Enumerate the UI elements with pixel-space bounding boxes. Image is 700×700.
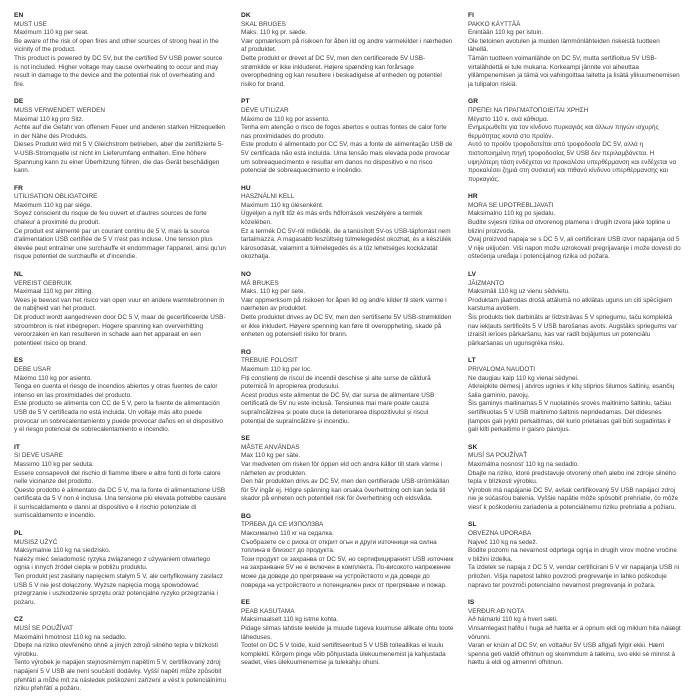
- section-title: MUSÍ SA POUŽÍVAŤ: [468, 452, 528, 460]
- section-title: VEREIST GEBRUIK: [14, 279, 72, 287]
- paragraph: Ce produit est alimenté par un courant continu de 5 V, mais la source d'alimentation USB certifiée de 5 V n'est pas incluse. Une tension plus élevée peut entraîner une surchauffe et endommager l'appareil, ainsi qu'un risque potentiel de surchauffe et d'incendie.: [14, 227, 226, 261]
- paragraph: Največ 110 kg na sedež.: [468, 538, 538, 546]
- section-title: ТРЯБВА ДА СЕ ИЗПОЛЗВА: [241, 521, 324, 529]
- section-title: ΠΡΕΠΕΙ ΝΑ ΠΡΑΓΜΑΤΟΠΟΙΕΙΤΑΙ ΧΡΗΣΗ: [468, 106, 589, 114]
- paragraph: Ovaj proizvod napaja se s DC 5 V, ali certificirani USB izvor napajanja od 5 V nije uključen. Viši napon može uzrokovati pregrijavanje i može dovesti do oštećenja uređaja i potencijalnog rizika od požara.: [468, 236, 681, 261]
- paragraph: Massimo 110 kg per seduta.: [14, 460, 94, 468]
- paragraph: Maks. 110 kg per sete.: [241, 288, 306, 296]
- paragraph: Výrobok má napájanie DC 5V, avšak certifikovaný 5V USB napájací zdroj nie je súčasťou balenia. Vyššie napätie môže spôsobiť prehriatie, čo môže viesť k poškodeniu zariadenia a potenciálnemu riziku prehriatia a požiaru.: [468, 486, 679, 511]
- language-code: EN: [14, 12, 24, 19]
- paragraph: Be aware of the risk of open fires and other sources of strong heat in the vicinity of the product.: [14, 37, 219, 54]
- language-section: [14, 444, 227, 521]
- paragraph: Maksimalno 110 kg po sjedalu.: [468, 210, 556, 218]
- language-section: [14, 98, 227, 175]
- paragraph: Bodite pozorni na nevarnost odprtega ognja in drugih virov močne vročine v bližini izdelka.: [468, 547, 677, 563]
- paragraph: Maksimaalselt 110 kg istme kohta.: [241, 616, 339, 624]
- language-section: [468, 521, 681, 590]
- language-section: [14, 530, 227, 607]
- paragraph: Var medveten om risken för öppen eld och andra källor till stark värme i närheten av produkten.: [241, 460, 443, 477]
- paragraph: Maximum 110 kg par siège.: [14, 201, 93, 209]
- language-code: LT: [468, 357, 476, 365]
- language-code: LV: [468, 271, 477, 279]
- language-section: [241, 271, 454, 340]
- paragraph: Maks. 110 kg pr. sæde.: [241, 29, 307, 37]
- paragraph: Dette produkt er drevet af DC 5V, men den certificerede 5V USB-strømkilde er ikke inkluderet. Højere spænding kan forårsage overophedning og kan resultere i beskadigelse af enheden og potentiel risiko for brand.: [241, 54, 442, 88]
- paragraph: Máximo 110 kg por asiento.: [14, 374, 93, 382]
- section-title: DEVE UTILIZAR: [241, 106, 289, 114]
- paragraph: Ta izdelek se napaja z DC 5 V, vendar certificirani 5 V vir napajanja USB ni priložen. Višja napetost lahko povzroči pregrevanje in lahko poškoduje napravo ter povzroči potencialno nevarnost pregrevanja in požara.: [468, 564, 680, 589]
- paragraph: Należy mieć świadomość ryzyka związanego z używaniem otwartego ognia i innych źródeł ciepła w pobliżu produktu.: [14, 555, 211, 572]
- section-title: MUST USE: [14, 20, 47, 28]
- paragraph: Max 110 kg per säte.: [241, 452, 301, 460]
- section-title: TREBUIE FOLOSIT: [241, 357, 298, 365]
- paragraph: Pidage silmas lahtiste leekide ja muude tugeva kuumuse allikate ohtu toote läheduses.: [241, 625, 454, 641]
- language-section: [241, 185, 454, 262]
- section-title: JĀIZMANTO: [468, 279, 505, 287]
- language-code: SL: [468, 521, 477, 529]
- paragraph: Achte auf die Gefahr von offenem Feuer und anderen starken Hitzequellen in der Nähe des Produkts.: [14, 124, 226, 140]
- language-code: BG: [241, 512, 252, 520]
- paragraph: Este produto é alimentado por CC 5V, mas a fonte de alimentação USB de 5V certificada não está incluída. Uma tensão mais elevada pode provocar um sobreaquecimento e resultar em danos no dispositivo e no risco potencial de sobreaquecimento e incêndio.: [241, 141, 453, 175]
- language-section: [468, 444, 681, 513]
- paragraph: Tenha em atenção o risco de fogos abertos e outras fontes de calor forte nas proximidades do produto.: [241, 124, 447, 140]
- paragraph: Vær oppmerksom på risikoen for åpen ild og andre kilder til sterk varme i nærheten av produktet.: [241, 296, 447, 313]
- paragraph: Šis produkts tiek darbināts ar līdzstrāvas 5 V spriegumu, taču komplektā nav iekļauts sertificēts 5 V USB barošanas avots. Augstāks spriegums var izraisīt ierīces pārkaršanu, kas var radīt bojājumus un potenciālu pārkaršanas un ugunsgrēka risku.: [468, 314, 677, 347]
- paragraph: Maximum 110 kg per seat.: [14, 29, 89, 37]
- paragraph: Varan er knúin af DC 5V, en vottaður 5V USB aflgjafi fylgir ekki. Hærri spenna geti valdið ofhitnun og skemmdum á tækinu, svo ekki sé minnst á hættu á eldi og almennri ofhitnun.: [468, 642, 676, 667]
- language-code: PT: [241, 98, 250, 106]
- paragraph: Acest produs este alimentat de DC 5V, dar sursa de alimentare USB certificată de 5V nu este inclusă. Tensiunea mai mare poate cauza supraîncălzirea și poate duce la deteriorarea dispozitivului și riscul potențial de supraîncălzire și incendiu.: [241, 391, 435, 425]
- paragraph: Atkreipkite dėmesį į atviros ugnies ir kitų stiprios šilumos šaltinių, esančių šalia gaminio, pavojų.: [468, 383, 675, 399]
- paragraph: Este producto se alimenta con CC de 5 V, pero la fuente de alimentación USB de 5 V certificada no está incluida. Un voltaje más alto puede provocar un sobrecalentamiento y puede provocar daños en el dispositivo y el riesgo potencial de sobrecalentamiento e incendio.: [14, 400, 223, 434]
- paragraph: Budite svjesni rizika od otvorenog plamena i drugih izvora jake topline u blizini proizvoda.: [468, 219, 671, 235]
- paragraph: Μέγιστο 110 κ. ανά κάθισμα.: [468, 115, 549, 123]
- paragraph: Enintään 110 kg per istuin.: [468, 29, 544, 37]
- section-title: MÅSTE ANVÄNDAS: [241, 443, 300, 451]
- language-code: IS: [468, 599, 475, 607]
- language-section: [14, 357, 227, 434]
- paragraph: Vær opmærksom på risikoen for åben ild og andre varmekilder i nærheden af produktet.: [241, 37, 453, 54]
- paragraph: Ne daugiau kaip 110 kg vienai sėdynei.: [468, 374, 579, 382]
- paragraph: Maximaal 110 kg per zitting.: [14, 288, 94, 296]
- language-code: RO: [241, 348, 252, 356]
- language-code: EE: [241, 599, 250, 607]
- section-title: DEBE USAR: [14, 365, 51, 373]
- language-code: PL: [14, 530, 23, 538]
- section-title: MÅ BRUKES: [241, 279, 279, 287]
- paragraph: Ügyeljen a nyílt tűz és más erős hőforrások veszélyére a termék közelében.: [241, 210, 423, 227]
- paragraph: Šis gaminys maitinamas 5 V nuolatinės srovės maitinimo šaltiniu, tačiau sertifikuotas 5 V USB maitinimo šaltinis nepridedamas. Dėl didesnės įtampos gali įvykti perkaitimas, dėl kurio prietaisas gali būti sugadintas ir gali kilti perkaitimo ir gaisro pavojus.: [468, 400, 672, 434]
- paragraph: Soyez conscient du risque de feu ouvert et d'autres sources de forte chaleur à proximité du produit.: [14, 210, 207, 227]
- language-code: DE: [14, 98, 24, 106]
- section-title: MUSÍ SE POUŽÍVAT: [14, 625, 74, 632]
- column-left: [14, 12, 227, 700]
- language-code: HR: [468, 193, 478, 201]
- language-section: [468, 357, 681, 434]
- paragraph: Den här produkten drivs av DC 5V, men den certifierade USB-strömkällan för 5V ingår ej. Högre spänning kan orsaka överhettning och kan leda till skador på enheten och potentiell risk för överhettning och eldsvåda.: [241, 478, 450, 503]
- language-code: IT: [14, 443, 21, 451]
- paragraph: Tootel on DC 5 V toide, kuid sertifitseeritud 5 V USB toiteallikas ei kuulu komplekti. Kõrgem pinge võib põhjustada ülekuumenemist ja kahjustada seadet, viies ülekuumenemise ja tulekahju ohuni.: [241, 642, 446, 667]
- paragraph: Essere consapevoli del rischio di fiamme libere e altre fonti di forte calore nelle vicinanze del prodotto.: [14, 469, 221, 486]
- paragraph: Máximo de 110 kg por assento.: [241, 115, 330, 123]
- language-section: [241, 513, 454, 590]
- language-section: [14, 12, 227, 89]
- section-title: UTILISATION OBLIGATOIRE: [14, 193, 98, 201]
- paragraph: Максимално 110 кг на седалка.: [241, 530, 334, 538]
- paragraph: Този продукт се захранва от DC 5V, но сертифицираният USB източник на захранване 5V не е включен в комплекта. По-високото напрежение може да доведе до прегряване на устройството и да доведе до повреда на устройството и потенциален риск от прегряване и пожар.: [241, 555, 454, 589]
- language-section: [241, 435, 454, 504]
- paragraph: Dbejte na riziko otevřeného ohně a jiných zdrojů silného tepla v blízkosti výrobku.: [14, 642, 218, 658]
- section-title: VERÐUR AÐ NOTA: [468, 607, 525, 615]
- language-code: SK: [468, 443, 478, 451]
- language-section: [468, 599, 681, 668]
- column-right: [468, 12, 681, 700]
- paragraph: Vinsamlegast hafðu í huga að hætta er á opnum eldi og miklum hita nálægt vörunni.: [468, 625, 681, 641]
- paragraph: Dit product wordt aangedreven door DC 5 V, maar de gecertificeerde USB-stroombron is niet inbegrepen. Hogere spanning kan oververhitting veroorzaken en kan resulteren in schade aan het apparaat en een potentieel risico op brand.: [14, 314, 226, 347]
- paragraph: Αυτό το προϊόν τροφοδοτείται από τροφοδοσία DC 5V, αλλά η πιστοποιημένη πηγή τροφοδοσίας 5V USB δεν περιλαμβάνεται. Η υψηλότερη τάση ενδέχεται να προκαλέσει υπερθέρμανση και ενδέχεται να προκαλέσει ζημιά στη συσκευή και πιθανό κίνδυνο υπερθέρμανσης και πυρκαγιάς.: [468, 141, 677, 183]
- section-title: HASZNÁLNI KELL: [241, 193, 295, 201]
- language-section: [468, 193, 681, 262]
- section-title: SI DEVE USARE: [14, 452, 64, 460]
- language-section: [14, 616, 227, 693]
- paragraph: Wees je bewust van het risico van open vuur en andere warmtebronnen in de nabijheid van het product.: [14, 296, 225, 313]
- section-title: PRIVALOMA NAUDOTI: [468, 365, 535, 373]
- language-section: [14, 185, 227, 262]
- language-code: GR: [468, 98, 479, 106]
- section-title: MUSS VERWENDET WERDEN: [14, 106, 106, 114]
- paragraph: Maksymalnie 110 kg na siedzisko.: [14, 547, 111, 555]
- section-title: OBVEZNA UPORABA: [468, 530, 532, 538]
- language-section: [468, 98, 681, 184]
- paragraph: Maximálna nosnosť 110 kg na sedadlo.: [468, 460, 579, 468]
- paragraph: Maximum 110 kg per loc.: [241, 365, 312, 373]
- section-title: MORA SE UPOTREBLJAVATI: [468, 201, 554, 209]
- language-code: NL: [14, 271, 23, 279]
- section-title: PAKKO KÄYTTÄÄ: [468, 20, 521, 28]
- paragraph: Dette produktet drives av DC 5V, men den sertifiserte 5V USB-strømkilden er ikke inkludert. Høyere spenning kan føre til overoppheting, skade på enheten og potensiell risiko for brann.: [241, 314, 452, 339]
- language-code: HU: [241, 184, 251, 192]
- paragraph: Tenga en cuenta el riesgo de incendios abiertos y otras fuentes de calor intenso en las proximidades del producto.: [14, 383, 218, 399]
- language-code: FR: [14, 184, 23, 192]
- paragraph: Questo prodotto è alimentato da DC 5 V, ma la fonte di alimentazione USB certificata da 5 V non è inclusa. Una tensione più elevata potrebbe causare il surriscaldamento e danni al dispositivo e il rischio potenziale di surriscaldamento e incendio.: [14, 486, 227, 520]
- paragraph: Ez a termék DC 5V-ról működik, de a tanúsított 5V-os USB-tápforrást nem tartalmazza. A magasabb feszültség túlmelegedést okozhat, és a készülék károsodását, valamint a túlmelegedés és a tűz lehetséges kockázatát okozhatja.: [241, 227, 452, 261]
- paragraph: Ten produkt jest zasilany napięciem stałym 5 V, ale certyfikowany zasilacz USB 5 V nie jest dołączony. Wyższe napięcia mogą spowodować przegrzanie i uszkodzenie sprzętu oraz potencjalne ryzyko przegrzania i pożaru.: [14, 573, 223, 606]
- paragraph: Съобразете се с риска от открит огън и други източници на силна топлина в близост до продукта.: [241, 538, 437, 555]
- paragraph: Maximální hmotnost 110 kg na sedadlo.: [14, 633, 127, 641]
- language-section: [14, 271, 227, 348]
- section-title: SKAL BRUGES: [241, 20, 286, 28]
- language-code: FI: [468, 12, 475, 19]
- paragraph: Dbajte na riziko, ktoré predstavuje otvorený oheň alebo iné zdroje silného tepla v blízkosti výrobku.: [468, 469, 676, 486]
- language-code: NO: [241, 271, 252, 279]
- paragraph: Ole tietoinen avotulen ja muiden lämmönlähteiden riskeistä tuotteen lähellä.: [468, 37, 660, 54]
- language-code: CZ: [14, 616, 23, 624]
- language-section: [468, 12, 681, 89]
- paragraph: Ενημερωθείτε για τον κίνδυνο πυρκαγιάς και άλλων πηγών ισχυρής θερμότητας κοντά στο προϊόν.: [468, 124, 659, 140]
- paragraph: Að hámarki 110 kg á hvert sæti.: [468, 616, 558, 624]
- language-section: [241, 599, 454, 668]
- language-code: SE: [241, 435, 250, 443]
- paragraph: Fiți conștienți de riscul de incendii deschise și alte surse de căldură puternică în apropierea produsului.: [241, 374, 431, 391]
- paragraph: Produktam jāatrodas drošā attālumā no atklātas uguns un citi spēcīgiem karstuma avotiem.: [468, 296, 673, 313]
- language-code: DK: [241, 12, 251, 19]
- language-section: [241, 98, 454, 175]
- paragraph: Dieses Produkt wird mit 5 V Gleichstrom betrieben, aber die zertifizierte 5-V-USB-Stromquelle ist nicht im Lieferumfang enthalten. Eine höhere Spannung kann zu einer Überhitzung führen, die das Gerät beschädigen kann.: [14, 141, 224, 175]
- language-section: [241, 349, 454, 426]
- section-title: PEAB KASUTAMA: [241, 607, 295, 615]
- paragraph: This product is powered by DC 5V, but the certified 5V USB power source is not included. Higher voltage may cause overheating to occur and may result in damage to the device and the potential risk of overheating and fire.: [14, 54, 223, 88]
- language-section: [468, 271, 681, 348]
- paragraph: Maksimāli 110 kg uz vienu sēdvietu.: [468, 288, 570, 296]
- column-middle: [241, 12, 454, 700]
- language-code: ES: [14, 357, 23, 365]
- paragraph: Tämän tuotteen voimanlähde on DC 5V, mutta sertifioitua 5V USB-virtalähdettä ei tule mukana. Korkeampi jännite voi aiheuttaa ylilämpenemisen ja tämä voi vahingoittaa laitetta ja lisätä ylikuumenemisen ja tulipalon riskiä.: [468, 54, 680, 88]
- paragraph: Tento výrobek je napájen stejnosměrným napětím 5 V, certifikovaný zdroj napájení 5 V USB ale není součástí dodávky. Vyšší napětí může způsobit přehřátí a může mít za následek poškození zařízení a vést k potenciálnímu riziku přehřátí a požáru.: [14, 659, 227, 693]
- language-section: [241, 12, 454, 89]
- paragraph: Maximal 110 kg pro Sitz.: [14, 115, 84, 123]
- section-title: MUSISZ UŻYĆ: [14, 538, 58, 546]
- paragraph: Maximum 110 kg ülésenként.: [241, 201, 324, 209]
